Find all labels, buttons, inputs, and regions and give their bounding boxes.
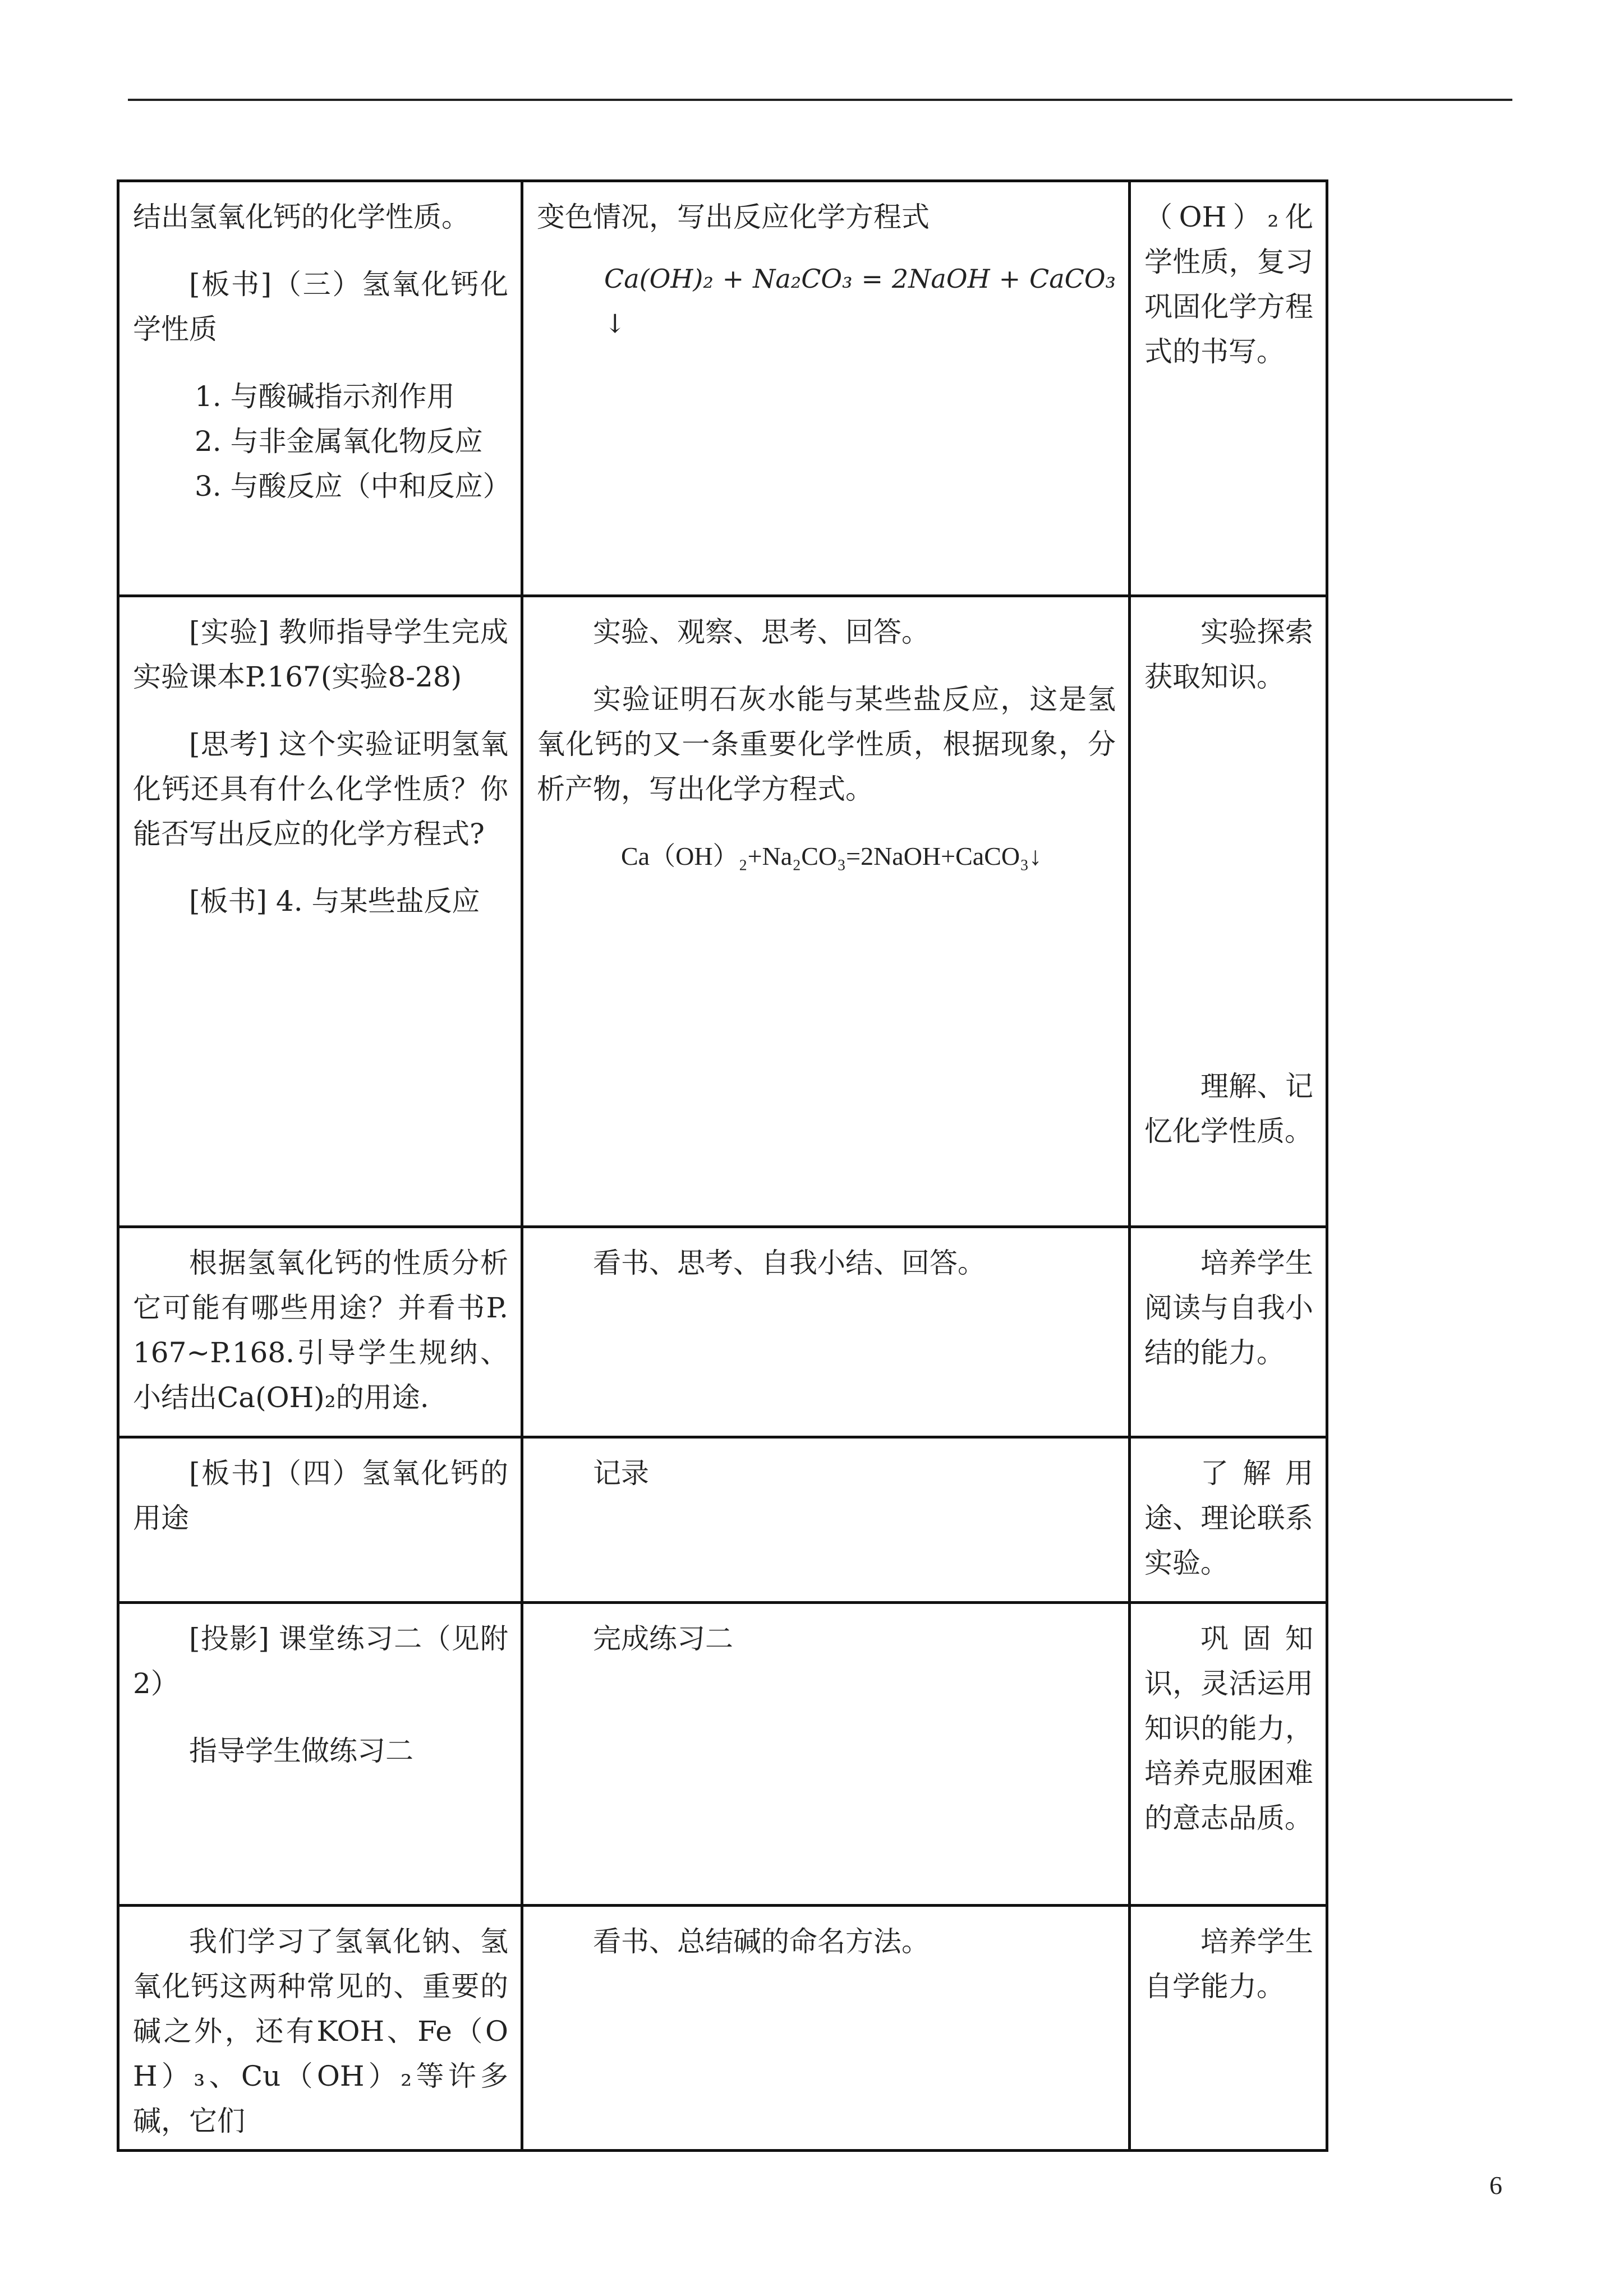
intent-cell (1130, 1227, 1327, 1437)
intent-text: 培养学生自学能力。 (1144, 1925, 1313, 2003)
student-cell (522, 1906, 1130, 2151)
lesson-table (117, 179, 1328, 2152)
student-cell (522, 1603, 1130, 1906)
board-note: [板书] 4. 与某些盐反应 (189, 885, 480, 918)
student-cell (522, 181, 1130, 596)
teacher-cell (118, 1906, 522, 2151)
projection-note: [投影] 课堂练习二（见附2） (133, 1622, 508, 1700)
teacher-cell (118, 596, 522, 1227)
list-item: 1. 与酸碱指示剂作用 (195, 380, 455, 413)
student-text: 看书、思考、自我小结、回答。 (593, 1247, 986, 1279)
student-text: 完成练习二 (593, 1622, 733, 1655)
teacher-cell (118, 1437, 522, 1603)
student-text: 记录 (593, 1457, 649, 1490)
list-item: 2. 与非金属氧化物反应 (195, 425, 483, 458)
intent-text: 实验探索获取知识。 (1144, 616, 1313, 693)
table-row (118, 1437, 1327, 1603)
intent-text: 巩固知识，灵活运用知识的能力，培养克服困难的意志品质。 (1144, 1622, 1313, 1834)
student-text: 实验证明石灰水能与某些盐反应，这是氢氧化钙的又一条重要化学性质，根据现象，分析产物，写出化学方程式。 (537, 683, 1116, 805)
chemical-equation: Ca（OH）₂+Na₂CO₃=2NaOH+CaCO₃↓ (621, 842, 1042, 870)
header-rule (128, 99, 1512, 101)
question-note: [思考] 这个实验证明氢氧化钙还具有什么化学性质？你能否写出反应的化学方程式? (133, 728, 508, 850)
teacher-cell (118, 1603, 522, 1906)
student-cell (522, 596, 1130, 1227)
table-row (118, 1906, 1327, 2151)
intent-text: 培养学生阅读与自我小结的能力。 (1144, 1247, 1313, 1369)
experiment-note: [实验] 教师指导学生完成实验课本P.167(实验8-28) (133, 616, 508, 693)
student-text: 变色情况，写出反应化学方程式 (537, 201, 930, 233)
teacher-cell (118, 1227, 522, 1437)
intent-text: 了解用途、理论联系实验。 (1144, 1457, 1313, 1579)
board-note: [板书]（三）氢氧化钙化学性质 (133, 268, 508, 345)
intent-cell (1130, 181, 1327, 596)
student-cell (522, 1227, 1130, 1437)
student-text: 看书、总结碱的命名方法。 (593, 1925, 930, 1958)
student-cell (522, 1437, 1130, 1603)
teacher-text: 结出氢氧化钙的化学性质。 (133, 201, 470, 233)
student-text: 实验、观察、思考、回答。 (593, 616, 930, 648)
table-row (118, 181, 1327, 596)
chemical-equation: Ca(OH)₂ + Na₂CO₃ = 2NaOH + CaCO₃↓ (604, 264, 1116, 339)
intent-cell (1130, 1603, 1327, 1906)
board-note: [板书]（四）氢氧化钙的用途 (133, 1457, 508, 1534)
teacher-text: 指导学生做练习二 (189, 1735, 413, 1767)
list-item: 3. 与酸反应（中和反应） (195, 470, 511, 502)
table-row (118, 1603, 1327, 1906)
intent-text: （OH）₂化学性质，复习巩固化学方程式的书写。 (1144, 201, 1313, 368)
teacher-cell (118, 181, 522, 596)
intent-cell (1130, 1437, 1327, 1603)
table-row (118, 1227, 1327, 1437)
teacher-text: 我们学习了氢氧化钠、氢氧化钙这两种常见的、重要的碱之外，还有KOH、Fe（OH）₃、Cu（OH）₂等许多碱，它们 (133, 1925, 508, 2137)
intent-cell (1130, 1906, 1327, 2151)
intent-cell (1130, 596, 1327, 1227)
intent-text: 理解、记忆化学性质。 (1144, 1070, 1313, 1147)
teacher-text: 根据氢氧化钙的性质分析它可能有哪些用途？并看书P.167~P.168.引导学生规纳、小结出Ca(OH)₂的用途. (133, 1247, 508, 1414)
page-number: 6 (1489, 2171, 1502, 2200)
table-row (118, 596, 1327, 1227)
